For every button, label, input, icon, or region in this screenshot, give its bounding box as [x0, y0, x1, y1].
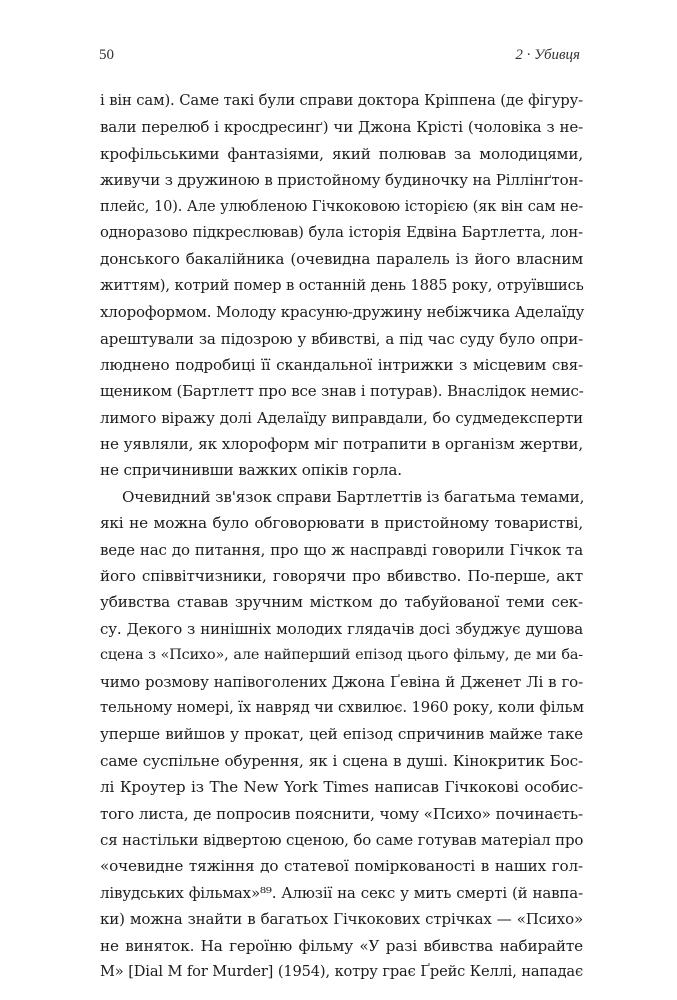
text-line: крофільськими фантазіями, який полював за молодицями, — [100, 144, 583, 163]
text-line: плейс, 10). Але улюбленою Гічкоковою історією (як він сам не- — [100, 197, 583, 215]
paragraph-1 — [100, 88, 583, 484]
text-line: уперше вийшов у прокат, цей епізод спричинив майже таке — [100, 725, 583, 744]
text-line: чимо розмову напівоголених Джона Ґевіна й Дженет Лі в го- — [100, 672, 583, 691]
text-line: які не можна було обговорювати в пристойному товаристві, — [100, 514, 583, 533]
text-line: люднено подробиці її скандальної інтрижки з місцевим свя- — [100, 355, 583, 374]
text-line: сцена з «Психо», але найперший епізод цього фільму, де ми ба- — [100, 647, 583, 664]
text-line: його співвітчизники, говорячи про вбивство. По-перше, акт — [100, 567, 583, 586]
text-line: життям), котрий помер в останній день 1885 року, отруївшись — [100, 276, 584, 294]
text-line: убивства ставав зручним містком до табуйованої теми сек- — [100, 593, 583, 612]
text-line: вали перелюб і кросдресинґ) чи Джона Крісті (чоловіка з не- — [100, 118, 583, 137]
text-line: арештували за підозрою у вбивстві, а під час суду було опри- — [100, 329, 583, 348]
text-line: щеником (Бартлетт про все знав і потурав). Внаслідок немис- — [100, 382, 584, 401]
text-line: одноразово підкреслював) була історія Едвіна Бартлетта, лон- — [100, 223, 583, 241]
text-line: веде нас до питання, про що ж насправді говорили Гічкок та — [100, 540, 583, 559]
body-text — [100, 88, 583, 985]
text-line: «очевидне тяжіння до статевої поміркованості в наших гол- — [100, 857, 583, 876]
text-line: лимого віражу долі Аделаїду виправдали, бо судмедексперти — [100, 408, 583, 427]
text-line: Очевидний зв'язок справи Бартлеттів із багатьма темами, — [122, 487, 585, 506]
running-head: 2 · Убивця — [515, 47, 580, 63]
text-line: ся настільки відвертою сценою, бо саме готував матеріал про — [100, 830, 584, 849]
text-line: і він сам). Саме такі були справи доктора Кріппена (де фігуру- — [100, 92, 583, 109]
page-number: 50 — [99, 47, 114, 63]
paragraph-2 — [100, 484, 583, 985]
text-line: не уявляли, як хлороформ міг потрапити в організм жертви, — [100, 435, 583, 454]
text-line: донського бакалійника (очевидна паралель із його власним — [100, 250, 583, 269]
text-line: су. Декого з нинішніх молодих глядачів досі збуджує душова — [100, 619, 583, 638]
text-line: не виняток. На героїню фільму «У разі вбивства набирайте — [100, 936, 583, 955]
text-line: лі Кроутер із The New York Times написав Гічкокові особис- — [100, 778, 583, 797]
text-line: хлороформом. Молоду красуню-дружину небіжчика Аделаїду — [100, 303, 585, 322]
text-line: тельному номері, їх навряд чи схвилює. 1960 року, коли фільм — [100, 698, 584, 716]
text-line: ки) можна знайти в багатьох Гічкокових стрічках — «Психо» — [100, 910, 583, 929]
text-line: того листа, де попросив пояснити, чому «Психо» починаєть- — [100, 804, 583, 823]
text-line: саме суспільне обурення, як і сцена в душі. Кінокритик Бос- — [100, 751, 583, 770]
text-line: лівудських фільмах»⁸⁹. Алюзії на секс у мить смерті (й навпа- — [100, 883, 583, 902]
text-line: M» [Dial M for Murder] (1954), котру грає Ґрейс Келлі, нападає — [100, 962, 583, 980]
text-line: живучи з дружиною в пристойному будиночку на Ріллінґтон- — [100, 171, 584, 190]
text-line: не спричинивши важких опіків горла. — [100, 461, 402, 480]
